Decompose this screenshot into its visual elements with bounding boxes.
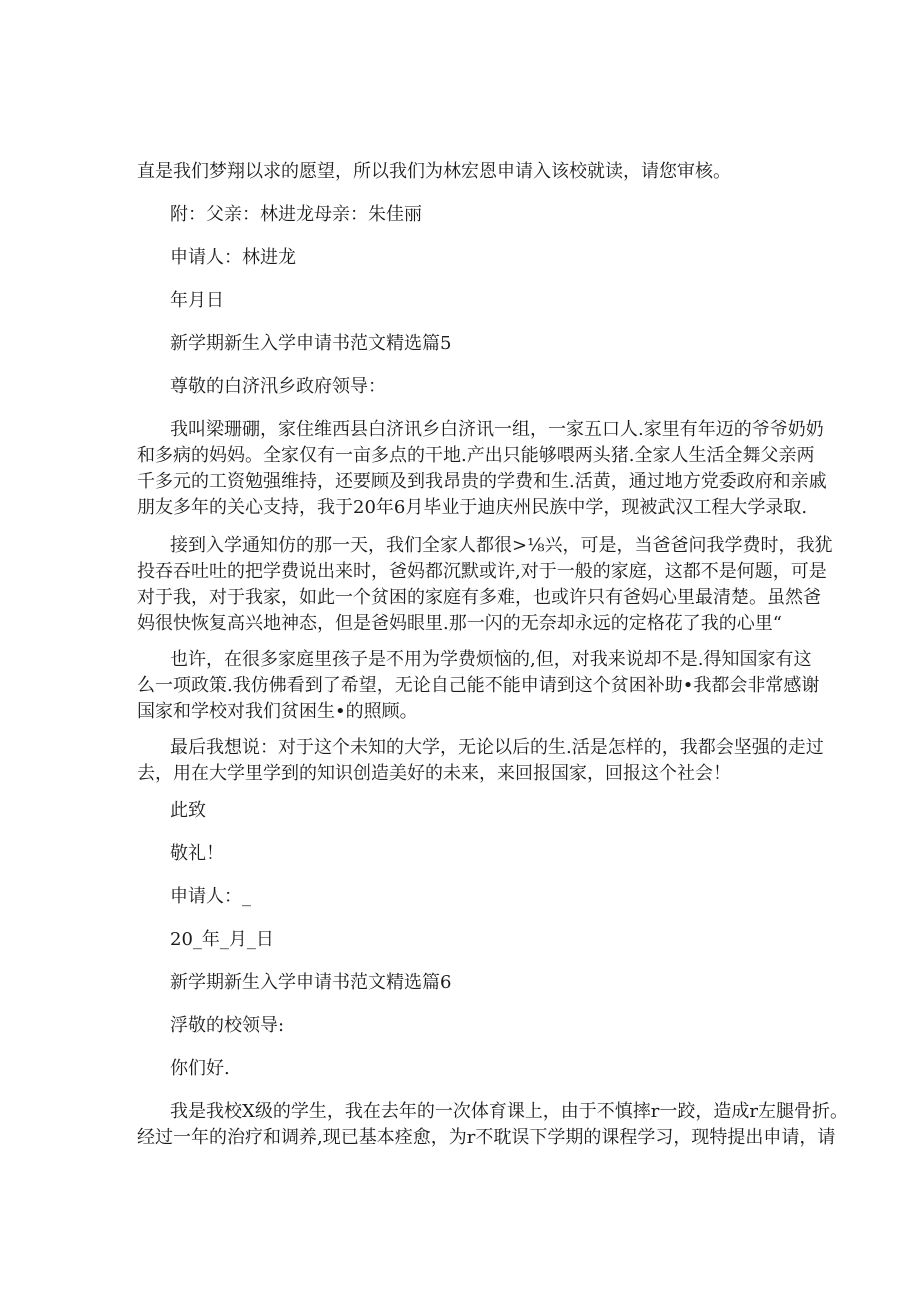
applicant-line: 申请人：_ [170, 886, 251, 907]
attachment-line: 附：父亲：林进龙母亲：朱佳丽 [170, 204, 422, 225]
paragraph [137, 647, 820, 725]
closing-line: 此致 [170, 800, 206, 821]
paragraph-line: 也许，在很多家庭里孩子是不用为学费烦恼的,但，对我来说却不是.得知国家有这 [170, 649, 812, 670]
paragraph [137, 533, 833, 637]
paragraph [137, 417, 827, 521]
section-heading: 新学期新生入学申请书范文精选篇5 [170, 333, 452, 354]
paragraph-line: 么一项政策.我仿佛看到了希望，无论自己能不能申请到这个贫困补助•我都会非常感谢 [137, 675, 820, 696]
paragraph-line: 我叫梁珊硼，家住维西县白济讯乡白济讯一组，一家五口人.家里有年迈的爷爷奶奶 [170, 419, 824, 440]
text-line: 直是我们梦翔以求的愿望，所以我们为林宏恩申请入该校就读，请您审核。 [137, 161, 731, 182]
applicant-line: 申请人：林进龙 [170, 247, 296, 268]
closing-line: 敬礼！ [170, 843, 224, 864]
paragraph-line: 我是我校X级的学生，我在去年的一次体育课上，由于不慎摔r一跤，造成r左腿骨折。 [170, 1101, 849, 1122]
date-line: 年月日 [170, 290, 224, 311]
paragraph-line: 和多病的妈妈。全家仅有一亩多点的干地.产出只能够喂两头猪.全家人生活全舞父亲两 [137, 445, 815, 466]
greeting-line: 你们好. [170, 1058, 230, 1079]
section-heading: 新学期新生入学申请书范文精选篇6 [170, 972, 452, 993]
paragraph [137, 735, 824, 787]
date-line: 20_年_月_日 [170, 929, 274, 950]
paragraph-line: 去，用在大学里学到的知识创造美好的未来，来回报国家，回报这个社会！ [137, 763, 731, 784]
salutation: 尊敬的白济汛乡政府领导： [170, 376, 386, 397]
paragraph-line: 千多元的工资勉强维持，还要顾及到我昂贵的学费和生.活黄，通过地方党委政府和亲戚 [137, 471, 827, 492]
paragraph-line: 朋友多年的关心支持，我于20年6月毕业于迪庆州民族中学，现被武汉工程大学录取. [137, 497, 808, 518]
paragraph-line: 经过一年的治疗和调养,现已基本痊愈，为r不耽误下学期的课程学习，现特提出申请，请 [137, 1127, 836, 1148]
paragraph-line: 对于我，对于我家，如此一个贫困的家庭有多难，也或许只有爸妈心里最清楚。虽然爸 [137, 587, 821, 608]
paragraph [137, 1099, 849, 1151]
paragraph-line: 国家和学校对我们贫困生•的照顾。 [137, 701, 418, 722]
paragraph-line: 投吞吞吐吐的把学费说出来时，爸妈都沉默或许,对于一般的家庭，这都不是何题，可是 [137, 561, 827, 582]
paragraph-line: 接到入学通知仿的那一天，我们全家人都很>⅛兴，可是，当爸爸问我学费时，我犹 [170, 535, 833, 556]
paragraph-line: 妈很快恢复高兴地神态，但是爸妈眼里.那一闪的无奈却永远的定格花了我的心里“ [137, 613, 782, 634]
salutation: 浮敬的校领导: [170, 1015, 285, 1036]
paragraph-line: 最后我想说：对于这个未知的大学，无论以后的生.活是怎样的，我都会坚强的走过 [170, 737, 824, 758]
